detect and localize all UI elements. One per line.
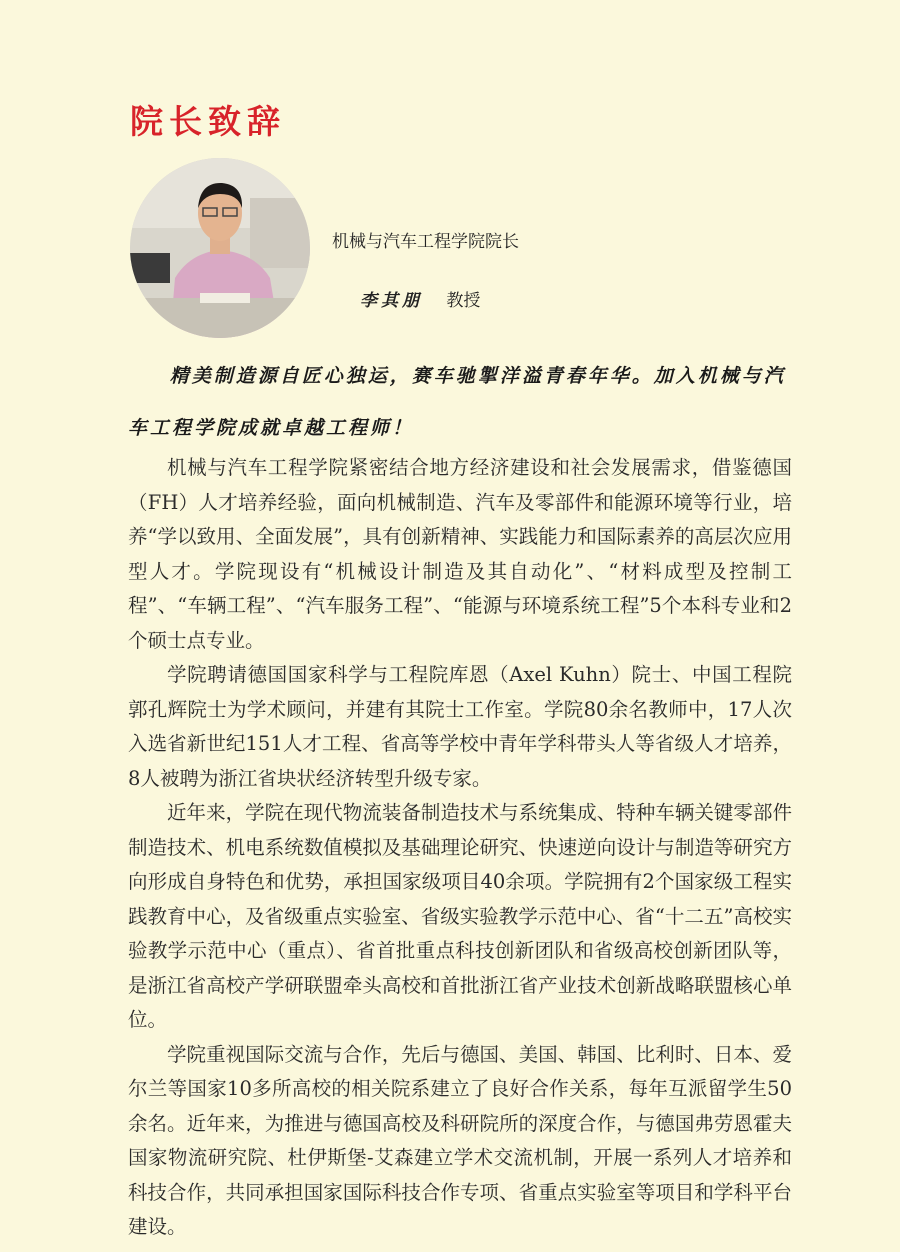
dean-rank: 教授 [446, 291, 481, 311]
dean-name: 李其朋 [360, 291, 423, 311]
slogan: 精美制造源自匠心独运，赛车驰掣洋溢青春年华。加入机械与汽车工程学院成就卓越工程师！ [128, 365, 786, 439]
dean-name-line [360, 286, 480, 311]
dean-portrait-photo [130, 158, 310, 338]
portrait-illustration [130, 158, 310, 338]
paragraph: 学院重视国际交流与合作，先后与德国、美国、韩国、比利时、日本、爱尔兰等国家10多所高校的相关院系建立了良好合作关系，每年互派留学生50余名。近年来，为推进与德国高校及科研院所的深度合作，与德国弗劳恩霍夫国家物流研究院、杜伊斯堡-艾森建立学术交流机制，开展一系列人才培养和科技合作，共同承担国家国际科技合作专项、省重点实验室等项目和学科平台建设。 [128, 1042, 792, 1238]
paragraph: 学院聘请德国国家科学与工程院库恩（Axel Kuhn）院士、中国工程院郭孔辉院士为学术顾问，并建有其院士工作室。学院80余名教师中，17人次入选省新世纪151人才工程、省高等学校中青年学科带头人等省级人才培养，8人被聘为浙江省块状经济转型升级专家。 [128, 663, 792, 790]
dean-role: 机械与汽车工程学院院长 [332, 232, 519, 252]
paragraph: 近年来，学院在现代物流装备制造技术与系统集成、特种车辆关键零部件制造技术、机电系统数值模拟及基础理论研究、快速逆向设计与制造等研究方向形成自身特色和优势，承担国家级项目40余项。学院拥有2个国家级工程实践教育中心，及省级重点实验室、省级实验教学示范中心、省“十二五”高校实验教学示范中心（重点）、省首批重点科技创新团队和省级高校创新团队等，是浙江省高校产学研联盟牵头高校和首批浙江省产业技术创新战略联盟核心单位。 [128, 801, 792, 1031]
message-body [128, 451, 792, 1245]
paragraph: 机械与汽车工程学院紧密结合地方经济建设和社会发展需求，借鉴德国（FH）人才培养经验，面向机械制造、汽车及零部件和能源环境等行业，培养“学以致用、全面发展”，具有创新精神、实践能力和国际素养的高层次应用型人才。学院现设有“机械设计制造及其自动化”、“材料成型及控制工程”、“车辆工程”、“汽车服务工程”、“能源与环境系统工程”5个本科专业和2个硕士点专业。 [128, 456, 792, 652]
page-title: 院长致辞 [130, 102, 286, 141]
